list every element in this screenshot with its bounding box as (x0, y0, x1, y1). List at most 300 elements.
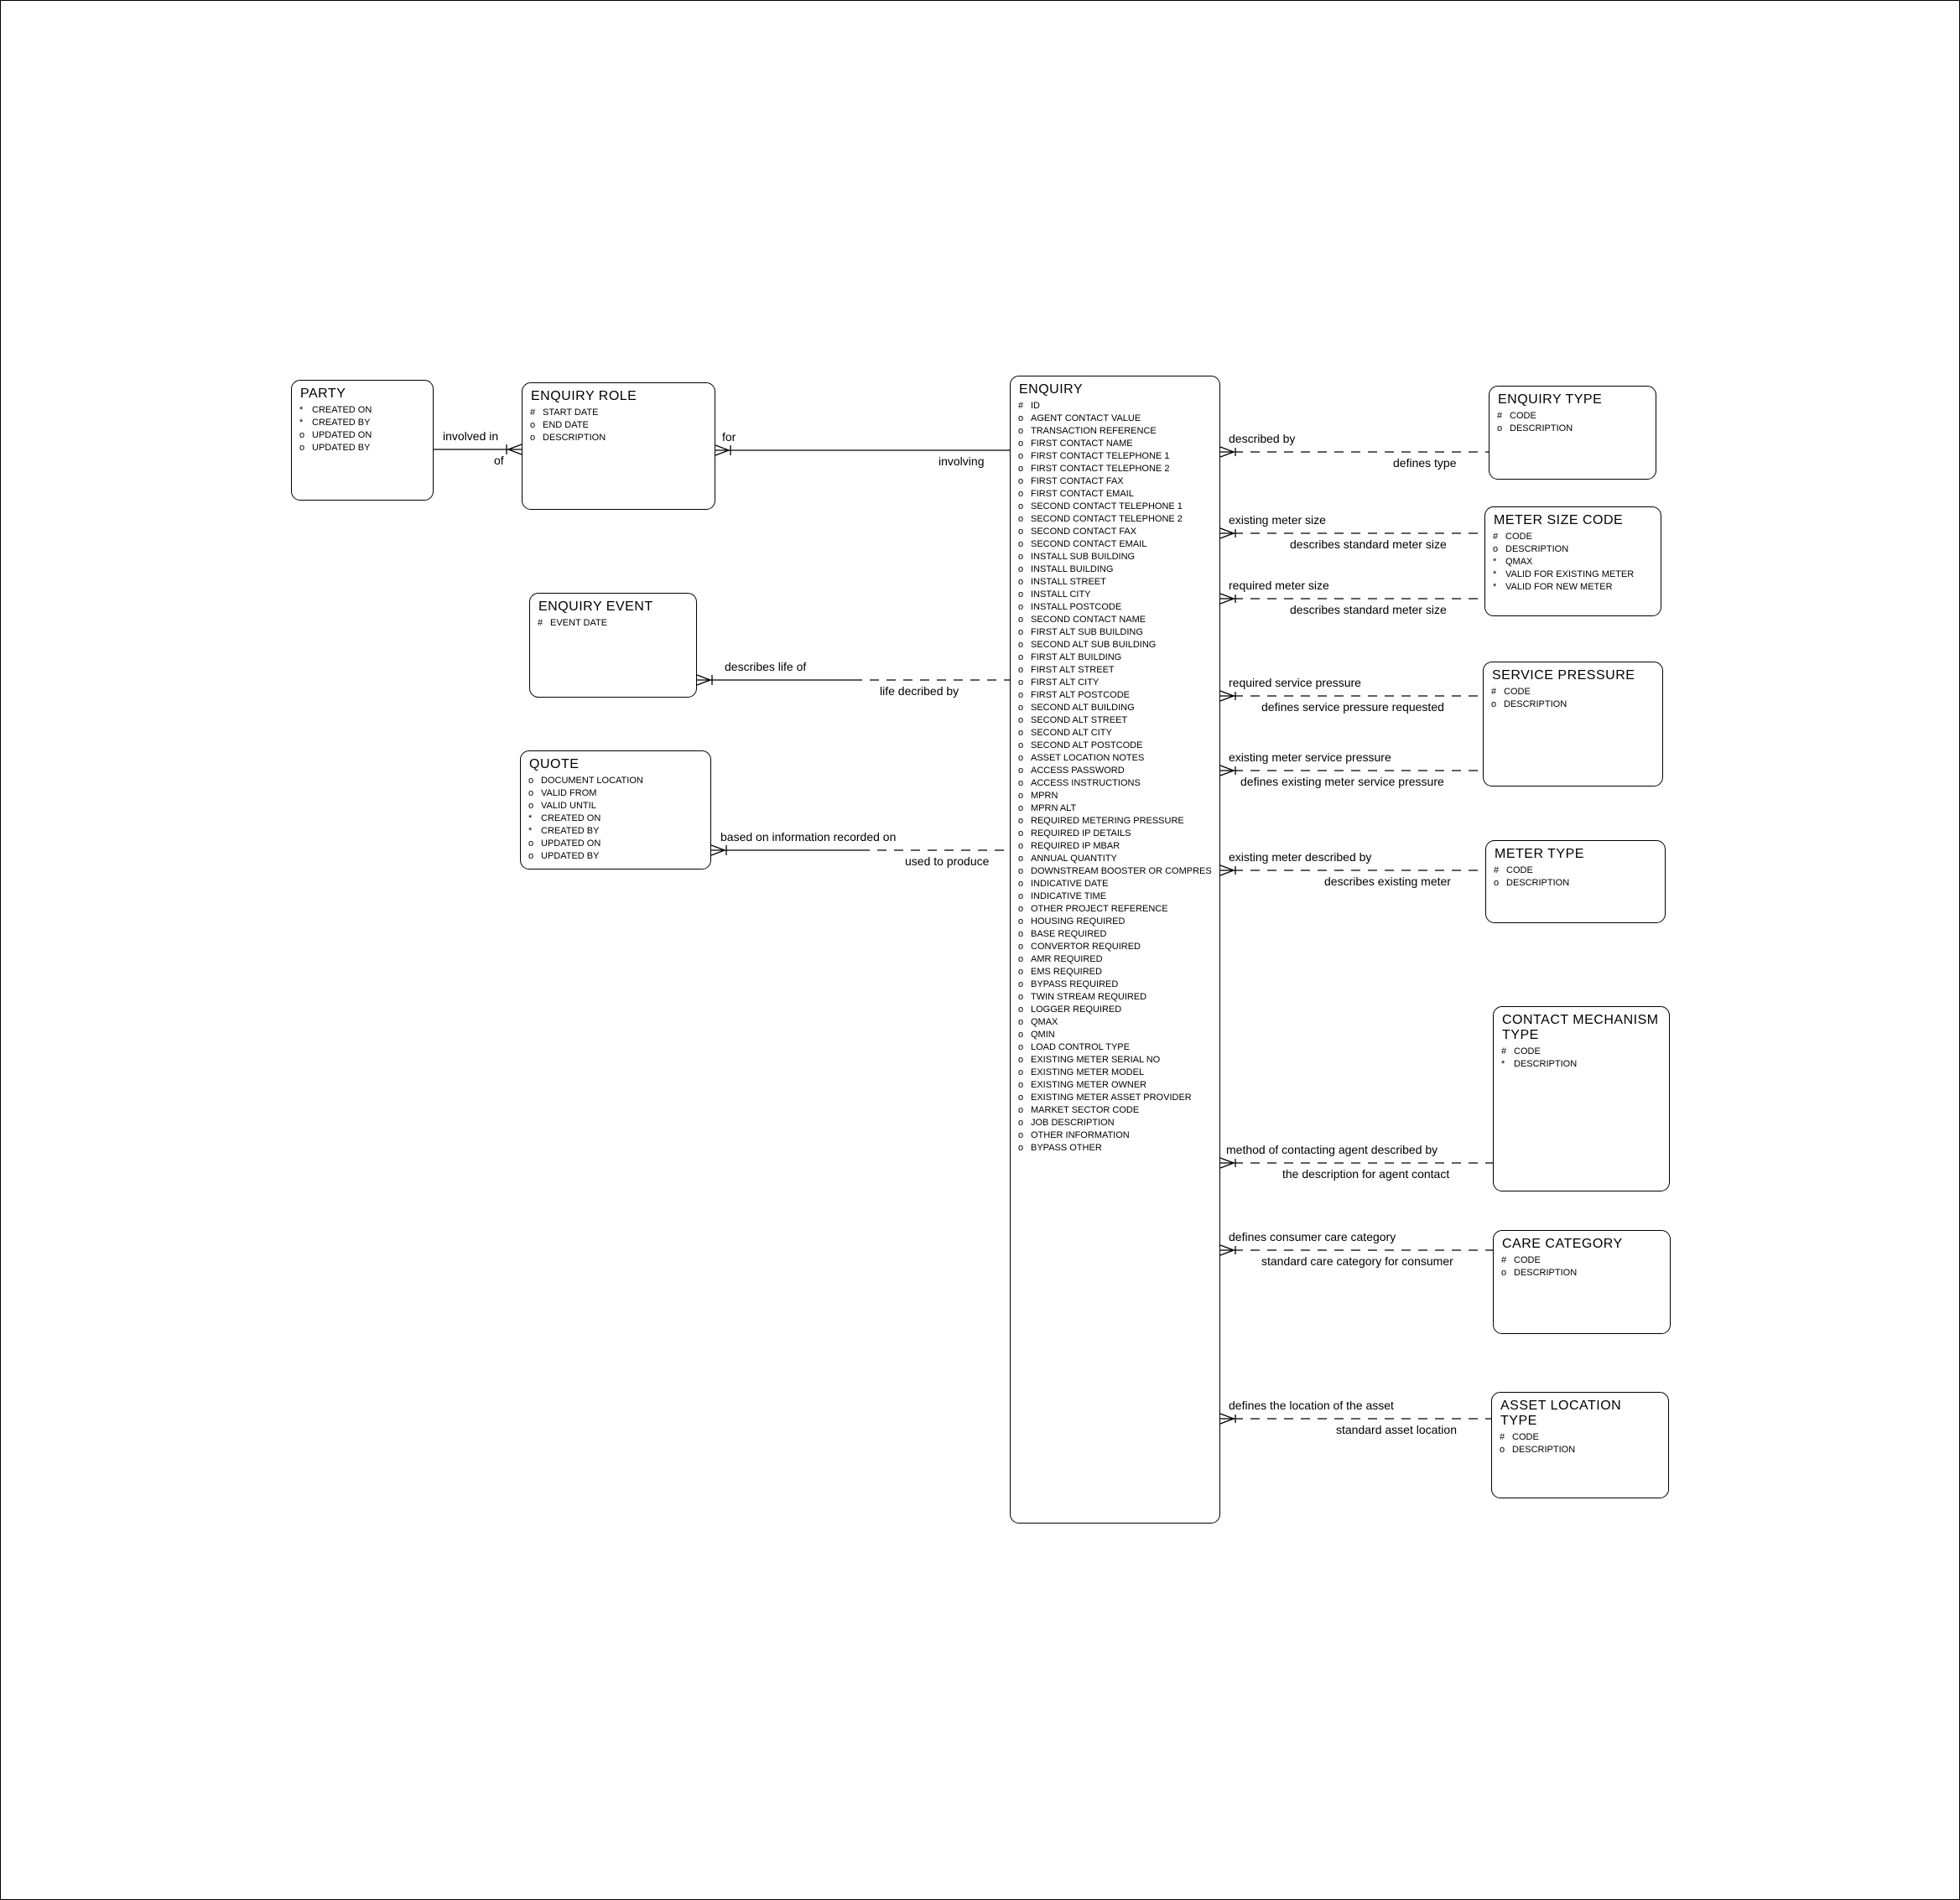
attribute-name: CODE (1512, 1432, 1539, 1442)
attribute-marker: o (1018, 439, 1024, 449)
relationship-label-describes-existing-meter: describes existing meter (1324, 875, 1451, 888)
attribute-name: SECOND ALT BUILDING (1031, 703, 1135, 713)
attribute-name: INSTALL STREET (1031, 577, 1106, 587)
attribute-marker: o (1018, 627, 1024, 637)
attribute-name: ASSET LOCATION NOTES (1031, 753, 1145, 763)
attribute-row (1018, 802, 1219, 815)
attribute-marker: # (530, 408, 536, 418)
relationship-label-described-by: described by (1229, 432, 1296, 445)
attribute-marker: # (1501, 1046, 1507, 1056)
attribute-row (1018, 1016, 1219, 1029)
attribute-row (1018, 626, 1219, 639)
attribute-marker: o (1018, 879, 1024, 889)
entity-meter-type[interactable] (1485, 840, 1666, 923)
attribute-row (1501, 1046, 1669, 1058)
entity-meter-type-title: METER TYPE (1495, 847, 1584, 861)
attribute-name: UPDATED ON (312, 430, 372, 440)
attribute-marker: o (1018, 992, 1024, 1002)
attribute-marker: o (1018, 753, 1024, 763)
attribute-name: SECOND ALT SUB BUILDING (1031, 640, 1157, 650)
attribute-name: FIRST CONTACT NAME (1031, 439, 1133, 449)
entity-asset-location-type-title: ASSET LOCATION TYPE (1500, 1399, 1622, 1428)
attribute-marker: o (1018, 1143, 1024, 1153)
attribute-name: ACCESS PASSWORD (1031, 766, 1125, 776)
attribute-marker: o (1018, 728, 1024, 738)
attribute-name: FIRST ALT SUB BUILDING (1031, 627, 1143, 637)
attribute-marker: o (528, 776, 534, 786)
attribute-row (299, 442, 433, 454)
attribute-marker: o (1018, 464, 1024, 474)
attribute-name: SECOND ALT POSTCODE (1031, 740, 1143, 750)
attribute-row (1018, 463, 1219, 475)
attribute-name: EXISTING METER MODEL (1031, 1067, 1145, 1077)
entity-enquiry-type-attributes (1489, 410, 1656, 435)
attribute-row (1493, 581, 1661, 594)
attribute-marker: * (528, 813, 533, 823)
attribute-marker: o (1018, 891, 1024, 901)
attribute-name: INDICATIVE TIME (1031, 891, 1107, 901)
relationship-label-involved-in: involved in (443, 429, 499, 443)
attribute-name: QMAX (1505, 557, 1533, 567)
entity-service-pressure-attributes (1484, 686, 1662, 711)
attribute-name: VALID FOR EXISTING METER (1505, 569, 1635, 579)
attribute-marker: o (1497, 423, 1503, 433)
attribute-row (1018, 991, 1219, 1004)
attribute-name: UPDATED BY (312, 443, 371, 453)
attribute-name: DESCRIPTION (1514, 1268, 1578, 1278)
attribute-row (1018, 563, 1219, 576)
attribute-name: SECOND CONTACT TELEPHONE 2 (1031, 514, 1183, 524)
attribute-name: CODE (1505, 532, 1532, 542)
entity-enquiry-event-attributes (530, 617, 696, 630)
entity-care-category-title: CARE CATEGORY (1502, 1237, 1623, 1251)
attribute-marker: # (1491, 687, 1497, 697)
line-enquiry-event-enquiry (697, 675, 1010, 685)
attribute-marker: * (299, 418, 304, 428)
attribute-marker: o (1018, 1017, 1024, 1027)
attribute-row (528, 825, 710, 838)
relationship-label-existing-meter-service-pressure: existing meter service pressure (1229, 750, 1391, 764)
attribute-marker: o (1018, 778, 1024, 788)
attribute-marker: o (1018, 942, 1024, 952)
attribute-row (1018, 916, 1219, 928)
attribute-row (1018, 1142, 1219, 1155)
entity-enquiry-role[interactable] (522, 382, 715, 510)
attribute-marker: o (1018, 967, 1024, 977)
relationship-label-defines-location-of-asset: defines the location of the asset (1229, 1399, 1394, 1412)
attribute-name: UPDATED ON (541, 838, 601, 849)
attribute-name: CREATED BY (541, 826, 600, 836)
attribute-name: JOB DESCRIPTION (1031, 1118, 1115, 1128)
attribute-marker: o (1018, 715, 1024, 725)
attribute-row (1491, 686, 1662, 698)
attribute-marker: o (299, 443, 305, 453)
attribute-row (528, 787, 710, 800)
entity-contact-mechanism-type-title: CONTACT MECHANISM TYPE (1502, 1013, 1659, 1042)
attribute-marker: o (1018, 816, 1024, 826)
attribute-row (1018, 752, 1219, 765)
attribute-row (1018, 1029, 1219, 1041)
relationship-label-defines-service-pressure-requested: defines service pressure requested (1261, 700, 1444, 714)
attribute-row (1494, 864, 1665, 877)
attribute-row (299, 417, 433, 429)
attribute-marker: # (1493, 532, 1499, 542)
attribute-row (1018, 677, 1219, 689)
relationship-label-required-service-pressure: required service pressure (1229, 676, 1361, 689)
attribute-row (1491, 698, 1662, 711)
attribute-row (1018, 475, 1219, 488)
attribute-name: SECOND ALT CITY (1031, 728, 1112, 738)
entity-meter-size-code[interactable] (1484, 506, 1661, 616)
attribute-row (1018, 890, 1219, 903)
entity-enquiry-type-title: ENQUIRY TYPE (1498, 392, 1603, 407)
entity-meter-type-attributes (1486, 864, 1665, 890)
attribute-row (1018, 488, 1219, 501)
entity-party[interactable] (291, 380, 434, 501)
attribute-name: CODE (1506, 865, 1533, 875)
attribute-name: CODE (1514, 1046, 1541, 1056)
attribute-name: TRANSACTION REFERENCE (1031, 426, 1157, 436)
attribute-marker: o (1018, 527, 1024, 537)
attribute-marker: * (1493, 582, 1497, 592)
attribute-marker: # (1497, 411, 1503, 421)
attribute-row (1018, 1004, 1219, 1016)
attribute-row (1018, 413, 1219, 425)
attribute-marker: o (1018, 1042, 1024, 1052)
attribute-name: QMAX (1031, 1017, 1058, 1027)
attribute-marker: o (1018, 413, 1024, 423)
attribute-row (530, 419, 715, 432)
attribute-marker: o (1493, 544, 1499, 554)
attribute-name: BYPASS OTHER (1031, 1143, 1102, 1153)
attribute-marker: * (528, 826, 533, 836)
attribute-name: INSTALL BUILDING (1031, 564, 1114, 574)
attribute-row (1018, 941, 1219, 953)
attribute-row (1018, 1079, 1219, 1092)
entity-party-title: PARTY (300, 387, 346, 401)
attribute-marker: # (1018, 401, 1024, 411)
attribute-row (1018, 1104, 1219, 1117)
attribute-name: BASE REQUIRED (1031, 929, 1107, 939)
attribute-row (1018, 740, 1219, 752)
entity-service-pressure[interactable] (1483, 662, 1663, 786)
attribute-row (530, 407, 715, 419)
entity-asset-location-type[interactable] (1491, 1392, 1669, 1498)
attribute-name: ACCESS INSTRUCTIONS (1031, 778, 1141, 788)
attribute-row (1501, 1254, 1670, 1267)
attribute-row (1494, 877, 1665, 890)
attribute-marker: o (1018, 1030, 1024, 1040)
attribute-marker: o (1018, 652, 1024, 662)
entity-contact-mechanism-type[interactable] (1493, 1006, 1670, 1191)
attribute-marker: o (1018, 577, 1024, 587)
attribute-row (538, 617, 696, 630)
entity-meter-size-code-title: METER SIZE CODE (1494, 513, 1624, 527)
attribute-marker: o (1018, 640, 1024, 650)
attribute-name: REQUIRED IP DETAILS (1031, 828, 1131, 838)
attribute-row (528, 850, 710, 863)
attribute-name: EXISTING METER ASSET PROVIDER (1031, 1093, 1192, 1103)
attribute-marker: o (528, 801, 534, 811)
attribute-row (530, 432, 715, 444)
attribute-marker: o (1018, 501, 1024, 511)
attribute-name: CREATED BY (312, 418, 371, 428)
attribute-marker: o (1018, 615, 1024, 625)
attribute-row (1018, 878, 1219, 890)
attribute-marker: o (1018, 929, 1024, 939)
attribute-row (1018, 928, 1219, 941)
relationship-label-defines-type: defines type (1393, 456, 1457, 470)
attribute-name: MPRN ALT (1031, 803, 1077, 813)
attribute-name: VALID FOR NEW METER (1505, 582, 1613, 592)
attribute-row (1018, 664, 1219, 677)
attribute-row (1018, 450, 1219, 463)
attribute-row (1018, 714, 1219, 727)
attribute-name: CODE (1504, 687, 1531, 697)
relationship-label-existing-meter-size: existing meter size (1229, 513, 1326, 527)
attribute-row (1018, 1067, 1219, 1079)
attribute-marker: * (1493, 557, 1497, 567)
attribute-name: DOCUMENT LOCATION (541, 776, 643, 786)
attribute-marker: o (1018, 476, 1024, 486)
attribute-name: EMS REQUIRED (1031, 967, 1102, 977)
attribute-marker: o (1018, 979, 1024, 989)
relationship-label-describes-life-of: describes life of (725, 660, 807, 673)
attribute-name: DESCRIPTION (543, 433, 606, 443)
attribute-name: VALID FROM (541, 788, 597, 798)
attribute-row (528, 775, 710, 787)
attribute-row (1018, 1054, 1219, 1067)
attribute-marker: o (1018, 1080, 1024, 1090)
attribute-row (1018, 903, 1219, 916)
attribute-marker: o (1018, 803, 1024, 813)
attribute-name: DESCRIPTION (1510, 423, 1573, 433)
attribute-name: CREATED ON (312, 405, 372, 415)
entity-care-category[interactable] (1493, 1230, 1671, 1334)
attribute-row (1018, 765, 1219, 777)
attribute-name: EXISTING METER OWNER (1031, 1080, 1147, 1090)
attribute-row (1018, 538, 1219, 551)
attribute-marker: o (1018, 1105, 1024, 1115)
attribute-name: DESCRIPTION (1505, 544, 1569, 554)
attribute-marker: o (1018, 904, 1024, 914)
relationship-label-based-on-information: based on information recorded on (720, 830, 897, 844)
entity-quote[interactable] (520, 750, 711, 870)
relationship-label-defines-existing-meter-service-pressure: defines existing meter service pressure (1240, 775, 1444, 788)
attribute-row (1018, 777, 1219, 790)
relationship-label-standard-care-category: standard care category for consumer (1261, 1254, 1453, 1268)
attribute-name: REQUIRED METERING PRESSURE (1031, 816, 1184, 826)
attribute-name: UPDATED BY (541, 851, 600, 861)
relationship-label-defines-consumer-care-category: defines consumer care category (1229, 1230, 1396, 1243)
attribute-marker: o (1018, 1067, 1024, 1077)
attribute-name: AMR REQUIRED (1031, 954, 1103, 964)
attribute-marker: o (530, 433, 536, 443)
relationship-label-standard-asset-location: standard asset location (1336, 1423, 1457, 1436)
attribute-name: FIRST ALT POSTCODE (1031, 690, 1130, 700)
attribute-marker: o (1018, 552, 1024, 562)
attribute-name: CREATED ON (541, 813, 601, 823)
attribute-marker: o (1018, 489, 1024, 499)
attribute-row (1018, 1117, 1219, 1129)
attribute-marker: o (528, 851, 534, 861)
attribute-marker: o (1494, 878, 1500, 888)
attribute-row (528, 838, 710, 850)
attribute-name: VALID UNTIL (541, 801, 596, 811)
attribute-name: CODE (1514, 1255, 1541, 1265)
attribute-name: FIRST CONTACT FAX (1031, 476, 1124, 486)
attribute-name: OTHER INFORMATION (1031, 1130, 1130, 1140)
attribute-marker: o (1018, 426, 1024, 436)
attribute-marker: o (1018, 766, 1024, 776)
attribute-marker: # (1494, 865, 1500, 875)
attribute-marker: * (1493, 569, 1497, 579)
attribute-marker: o (1018, 954, 1024, 964)
entity-enquiry-event-title: ENQUIRY EVENT (538, 600, 653, 614)
attribute-name: FIRST CONTACT EMAIL (1031, 489, 1134, 499)
attribute-marker: o (530, 420, 536, 430)
attribute-name: HOUSING REQUIRED (1031, 916, 1126, 927)
attribute-marker: o (1501, 1268, 1507, 1278)
attribute-marker: o (1018, 740, 1024, 750)
relationship-label-method-of-contacting-agent: method of contacting agent described by (1226, 1143, 1438, 1156)
relationship-label-of: of (494, 454, 504, 467)
attribute-row (1018, 601, 1219, 614)
attribute-row (1018, 652, 1219, 664)
attribute-name: CONVERTOR REQUIRED (1031, 942, 1141, 952)
attribute-marker: * (299, 405, 304, 415)
attribute-name: TWIN STREAM REQUIRED (1031, 992, 1147, 1002)
relationship-label-for: for (722, 430, 736, 444)
attribute-row (1493, 543, 1661, 556)
relationship-label-life-decribed-by: life decribed by (880, 684, 959, 698)
attribute-row (1018, 1092, 1219, 1104)
relationship-label-used-to-produce: used to produce (905, 854, 990, 868)
entity-enquiry-type[interactable] (1489, 386, 1656, 480)
relationship-label-describes-standard-meter-size-2: describes standard meter size (1290, 603, 1447, 616)
attribute-marker: o (1500, 1445, 1505, 1455)
line-party-enquiry-role (434, 444, 522, 454)
entity-care-category-attributes (1494, 1254, 1670, 1280)
attribute-row (1500, 1444, 1668, 1456)
attribute-marker: o (1018, 791, 1024, 801)
attribute-marker: o (1018, 866, 1024, 876)
attribute-name: SECOND CONTACT FAX (1031, 527, 1137, 537)
attribute-name: LOGGER REQUIRED (1031, 1005, 1122, 1015)
attribute-name: INSTALL CITY (1031, 589, 1091, 600)
entity-enquiry[interactable] (1010, 376, 1220, 1524)
attribute-name: ID (1031, 401, 1040, 411)
attribute-name: MARKET SECTOR CODE (1031, 1105, 1140, 1115)
attribute-row (1018, 853, 1219, 865)
entity-service-pressure-title: SERVICE PRESSURE (1492, 668, 1635, 683)
attribute-marker: # (538, 618, 543, 628)
attribute-name: FIRST ALT CITY (1031, 677, 1100, 688)
attribute-name: SECOND CONTACT TELEPHONE 1 (1031, 501, 1183, 511)
attribute-marker: o (1018, 690, 1024, 700)
entity-enquiry-attributes (1011, 400, 1219, 1155)
entity-contact-mechanism-type-attributes (1494, 1046, 1669, 1071)
attribute-row (1018, 576, 1219, 589)
attribute-marker: # (1500, 1432, 1505, 1442)
attribute-row (299, 429, 433, 442)
attribute-name: FIRST CONTACT TELEPHONE 2 (1031, 464, 1170, 474)
attribute-name: LOAD CONTROL TYPE (1031, 1042, 1130, 1052)
attribute-row (299, 404, 433, 417)
attribute-row (1018, 614, 1219, 626)
attribute-name: DESCRIPTION (1506, 878, 1570, 888)
attribute-name: CODE (1510, 411, 1536, 421)
attribute-marker: o (1018, 1093, 1024, 1103)
attribute-row (1018, 828, 1219, 840)
attribute-row (1018, 865, 1219, 878)
attribute-row (1018, 639, 1219, 652)
attribute-row (1018, 501, 1219, 513)
attribute-row (1018, 551, 1219, 563)
relationship-label-describes-standard-meter-size-1: describes standard meter size (1290, 537, 1447, 551)
attribute-row (1493, 556, 1661, 568)
attribute-marker: # (1501, 1255, 1507, 1265)
entity-enquiry-role-title: ENQUIRY ROLE (531, 389, 637, 403)
attribute-row (1018, 727, 1219, 740)
attribute-name: DESCRIPTION (1514, 1059, 1578, 1069)
attribute-name: SECOND ALT STREET (1031, 715, 1128, 725)
attribute-name: ANNUAL QUANTITY (1031, 854, 1117, 864)
attribute-name: DESCRIPTION (1512, 1445, 1576, 1455)
attribute-row (1018, 979, 1219, 991)
attribute-row (1493, 531, 1661, 543)
attribute-name: INDICATIVE DATE (1031, 879, 1109, 889)
attribute-row (1018, 1129, 1219, 1142)
attribute-name: REQUIRED IP MBAR (1031, 841, 1120, 851)
attribute-marker: o (1018, 1130, 1024, 1140)
attribute-marker: o (1018, 665, 1024, 675)
attribute-name: FIRST ALT STREET (1031, 665, 1115, 675)
attribute-row (1018, 425, 1219, 438)
attribute-name: EVENT DATE (550, 618, 608, 628)
attribute-name: FIRST CONTACT TELEPHONE 1 (1031, 451, 1170, 461)
attribute-row (1018, 702, 1219, 714)
entity-enquiry-event[interactable] (529, 593, 697, 698)
attribute-row (1018, 815, 1219, 828)
relationship-label-existing-meter-described-by: existing meter described by (1229, 850, 1372, 864)
attribute-marker: o (1018, 703, 1024, 713)
attribute-marker: o (1018, 916, 1024, 927)
entity-meter-size-code-attributes (1485, 531, 1661, 594)
relationship-wires (1, 1, 1960, 1900)
attribute-row (1018, 966, 1219, 979)
attribute-marker: o (1018, 841, 1024, 851)
entity-enquiry-title: ENQUIRY (1019, 382, 1084, 397)
attribute-row (1497, 410, 1656, 423)
attribute-marker: o (1018, 1118, 1024, 1128)
attribute-row (1501, 1058, 1669, 1071)
attribute-name: SECOND CONTACT EMAIL (1031, 539, 1147, 549)
attribute-row (1018, 953, 1219, 966)
relationship-label-involving: involving (938, 454, 985, 468)
attribute-marker: o (1018, 602, 1024, 612)
attribute-name: INSTALL POSTCODE (1031, 602, 1122, 612)
attribute-marker: o (1018, 828, 1024, 838)
attribute-name: DOWNSTREAM BOOSTER OR COMPRES (1031, 866, 1212, 876)
attribute-row (1018, 1041, 1219, 1054)
attribute-name: END DATE (543, 420, 589, 430)
attribute-marker: o (1018, 1055, 1024, 1065)
attribute-marker: o (1018, 854, 1024, 864)
entity-asset-location-type-attributes (1492, 1431, 1668, 1456)
entity-quote-title: QUOTE (529, 757, 580, 771)
attribute-row (528, 800, 710, 812)
